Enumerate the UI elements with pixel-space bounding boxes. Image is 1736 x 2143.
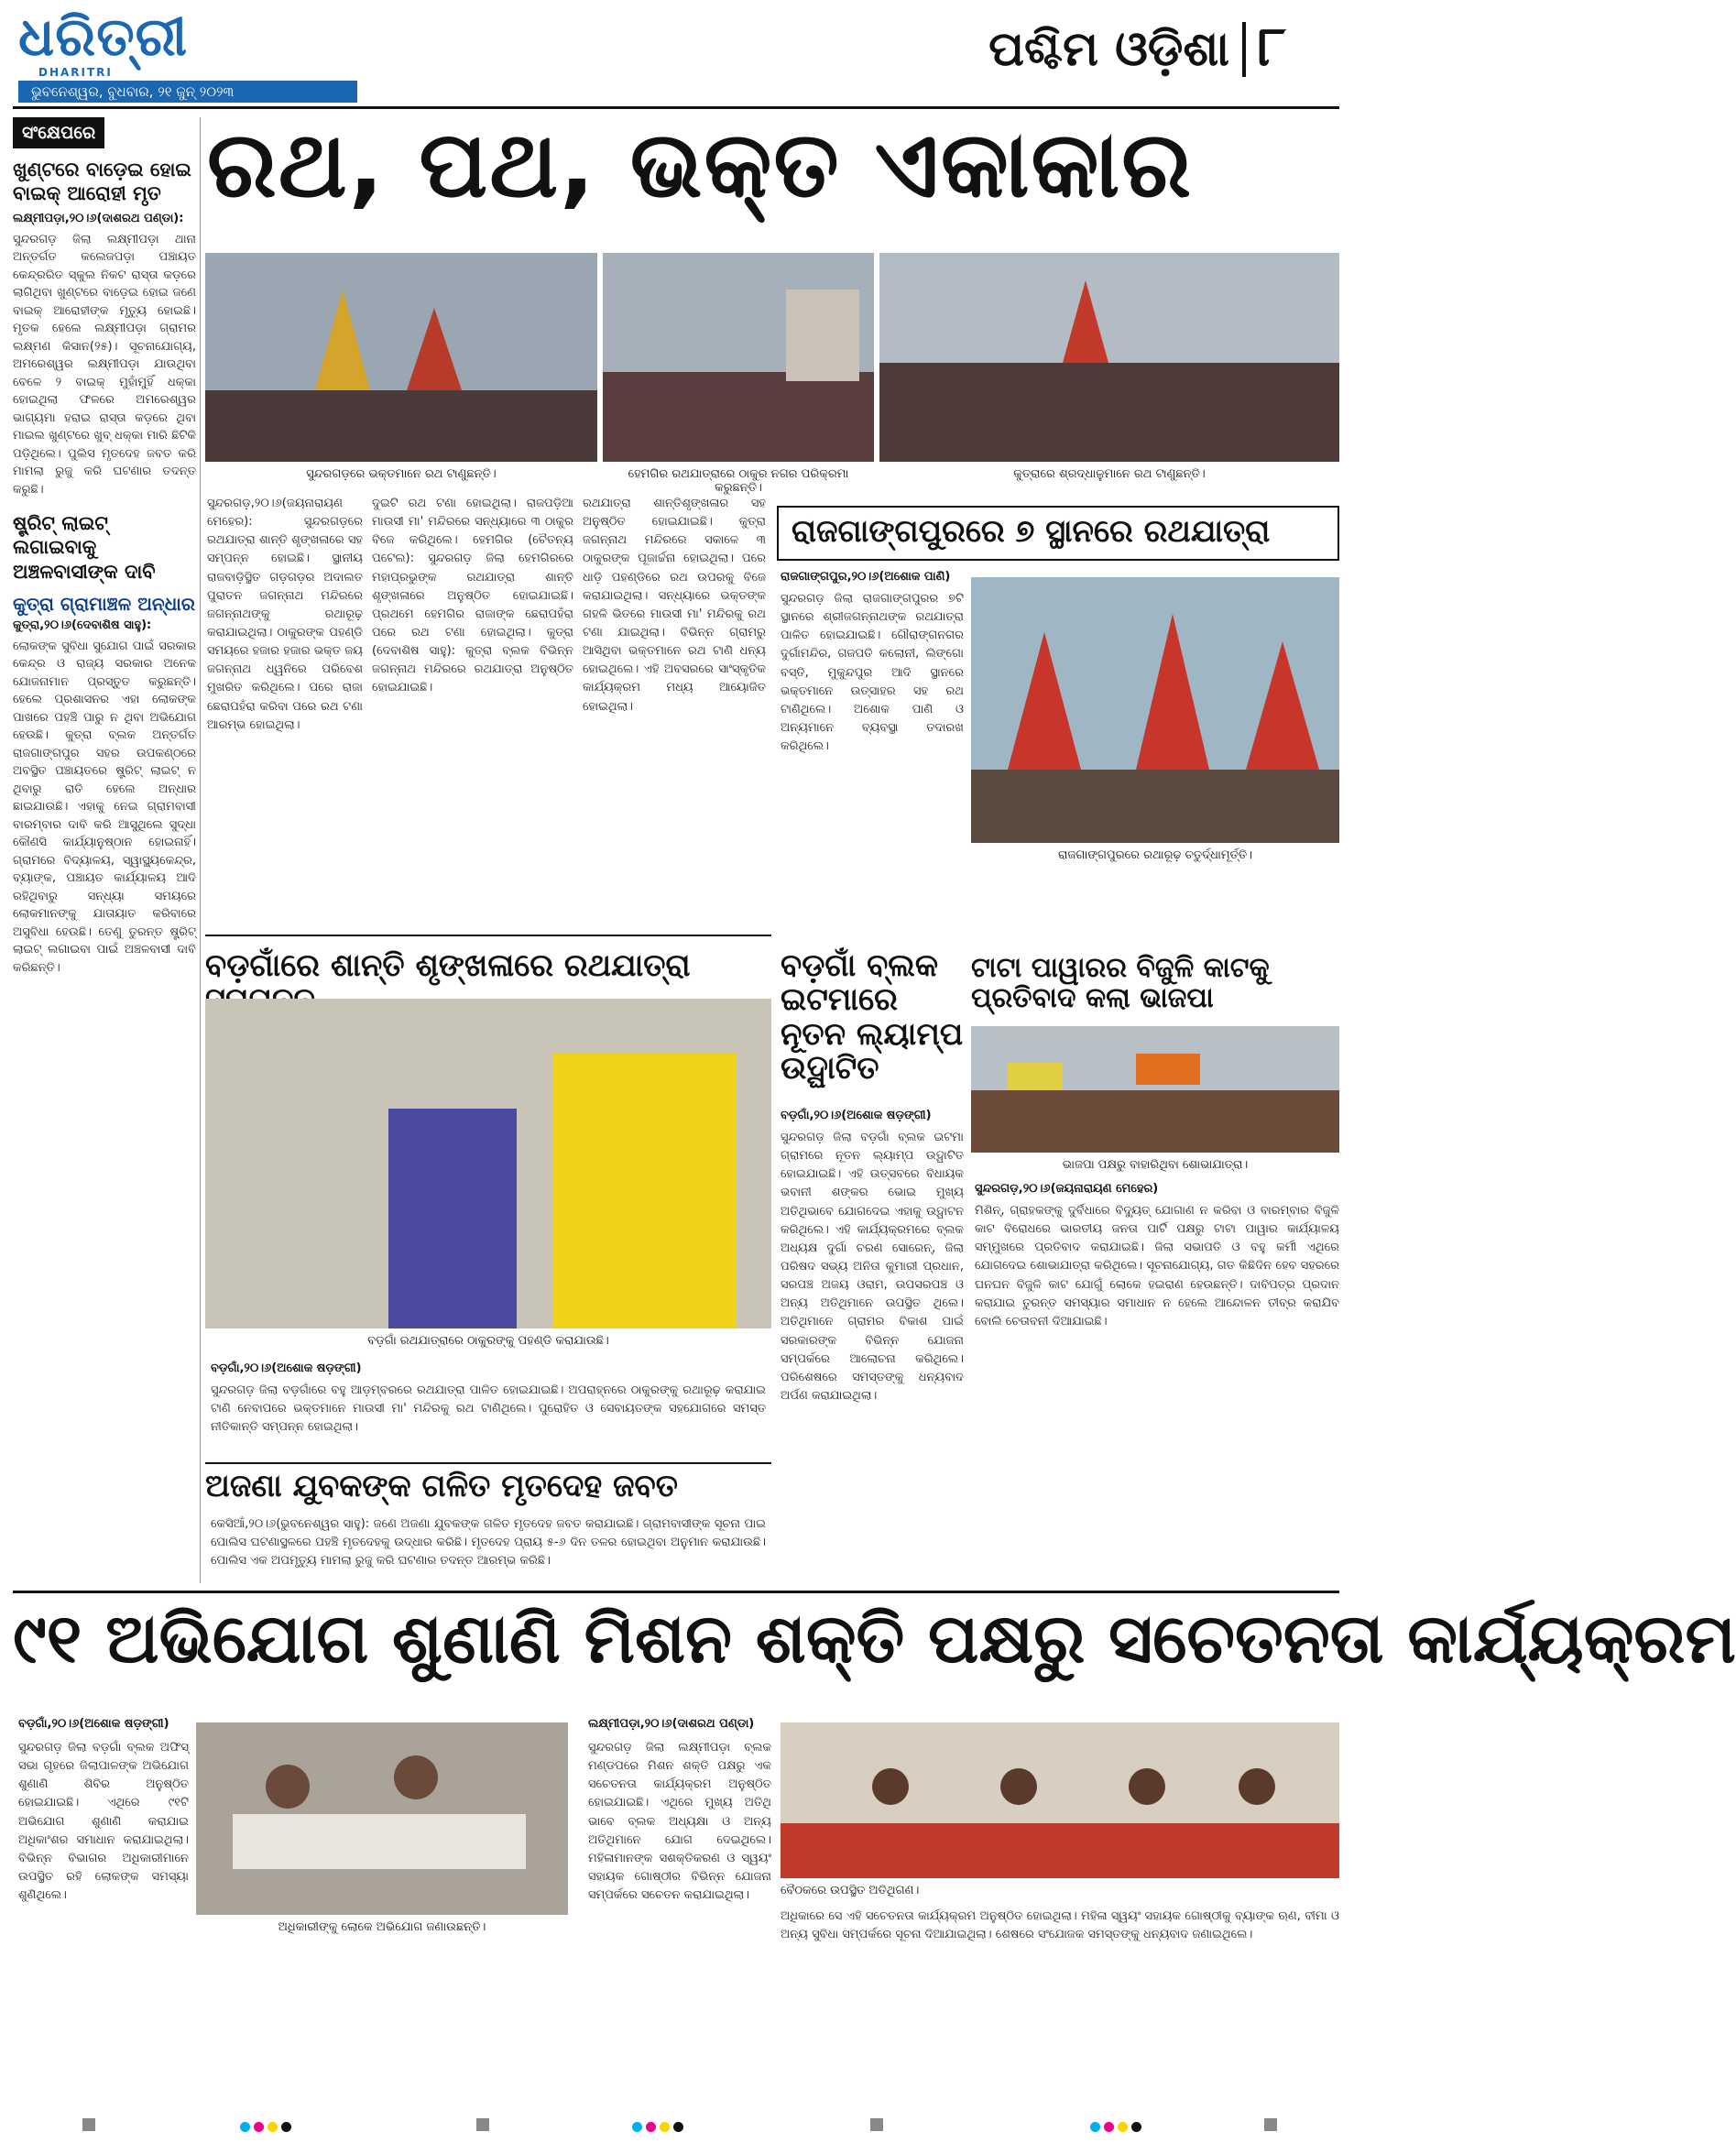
mission-body: ସୁନ୍ଦରଗଡ଼ ଜିଲା ଲକ୍ଷ୍ମୀପଡ଼ା ବ୍ଲକ ମଣ୍ଡପରେ ମିଶନ ଶକ୍ତି ପକ୍ଷରୁ ଏକ ସଚେତନତା କାର୍ଯ୍ୟକ୍ରମ ଅନୁଷ୍ଠିତ ହୋଇଯାଇଛି। ଏଥିରେ ମୁଖ୍ୟ ଅତିଥି ଭାବେ ବ୍ଲକ ଅଧ୍ୟକ୍ଷା ଓ ଅନ୍ୟ ଅତିଥିମାନେ ଯୋଗ ଦେଇଥିଲେ। ମହିଳାମାନଙ୍କ ସଶକ୍ତିକରଣ ଓ ସ୍ୱୟଂ ସହାୟକ ଗୋଷ୍ଠୀର ବିଭିନ୍ନ ଯୋଜନା ସମ୍ପର୍କରେ ସଚେତନ କରାଯାଇଥିଲା। <box>588 1741 771 1903</box>
page-number: ୮ <box>1257 15 1286 79</box>
hearing-headline: ୯୧ ଅଭିଯୋଗ ଶୁଣାଣି ମିଶନ ଶକ୍ତି ପକ୍ଷରୁ ସଚେତନତା କାର୍ଯ୍ୟକ୍ରମ <box>13 1600 1736 1678</box>
deity-photo <box>205 999 771 1328</box>
brief-headline: ଷ୍ଟ୍ରିଟ୍ ଲାଇଟ୍ ଲଗାଇବାକୁ ଅଞ୍ଚଳବାସୀଙ୍କ ଦାବି <box>13 512 156 583</box>
rath-photo <box>603 253 874 462</box>
rule <box>13 1591 1339 1593</box>
logo-subtitle: DHARITRI <box>38 66 113 79</box>
photo-caption: ହେମଗିର ରଥଯାତ୍ରାରେ ଠାକୁର ନଗର ପରିକ୍ରମା କରୁଛନ୍ତି। <box>628 467 849 495</box>
briefs-column <box>13 117 196 977</box>
photo-caption: ବୈଠକରେ ଉପସ୍ଥିତ ଅତିଥିଗଣ। <box>781 1884 920 1897</box>
mission-body-continued: ଅଧିକାରେ ସେ ଏହି ସଚେତନତା କାର୍ଯ୍ୟକ୍ରମ ଅନୁଷ୍ଠିତ ହୋଇଥିଲା। ମହିଳା ସ୍ୱୟଂ ସହାୟକ ଗୋଷ୍ଠୀକୁ ବ୍ୟାଙ୍କ ଋଣ, ବୀମା ଓ ଅନ୍ୟ ସୁବିଧା ସମ୍ପର୍କରେ ସୂଚନା ଦିଆଯାଇଥିଲା। ଶେଷରେ ସଂଯୋଜକ ସମସ୍ତଙ୍କୁ ଧନ୍ୟବାଦ ଜଣାଇଥିଲେ। <box>781 1909 1339 1942</box>
photo-caption: ରାଜଗାଙ୍ଗପୁରରେ ରଥାରୂଢ଼ ଚତୁର୍ଦ୍ଧାମୂର୍ତ୍ତି। <box>1058 848 1252 862</box>
column-rule <box>200 117 201 1583</box>
color-dots <box>632 2118 687 2136</box>
photo-caption: ସୁନ୍ଦରଗଡ଼ରେ ଭକ୍ତମାନେ ରଥ ଟାଣୁଛନ୍ତି। <box>306 467 497 481</box>
lead-body: ସୁନ୍ଦରଗଡ଼,୨୦।୬(ଜୟନାରାୟଣ ମେହେର): ସୁନ୍ଦରଗଡ଼ରେ ରଥଯାତ୍ରା ଶାନ୍ତି ଶୃଙ୍ଖଳାରେ ସହ ସମ୍ପନ୍ନ ହୋଇଛି। ସ୍ଥାନୀୟ ରାଜବାଡ଼ିସ୍ଥିତ ଗଡ଼ଗଡ଼ର ଅଦାଲତ ପୁରାତନ ଜଗନ୍ନାଥ ମନ୍ଦିରରେ ଜଗନ୍ନାଥଙ୍କୁ ରଥାରୂଢ଼ କରାଯାଇଥିଲା। ଠାକୁରଙ୍କ ପହଣ୍ଡି ସମୟରେ ହଜାର ହଜାର ଭକ୍ତ ଜୟ ଜଗନ୍ନାଥ ଧ୍ୱନିରେ ପରିବେଶ ମୁଖରିତ କରିଥିଲେ। ପରେ ରାଜା ଛେରାପହଁରା କରିବା ପରେ ରଥ ଟଣା ଆରମ୍ଭ ହୋଇଥିଲା। <box>207 497 363 732</box>
hearing-photo <box>196 1722 568 1915</box>
section-title: ପଶ୍ଚିମ ଓଡ଼ିଶା <box>988 22 1229 77</box>
badgaon-headline: ବଡ଼ଗାଁରେ ଶାନ୍ତି ଶୃଙ୍ଖଳାରେ ରଥଯାତ୍ରା <box>205 947 691 984</box>
briefs-label: ସଂକ୍ଷେପରେ <box>13 117 104 148</box>
newspaper-logo: ଧରିତ୍ରୀ <box>18 5 189 68</box>
meeting-photo <box>781 1722 1339 1878</box>
rule <box>205 1462 771 1464</box>
badgaon-body: ସୁନ୍ଦରଗଡ଼ ଜିଲା ବଡ଼ଗାଁରେ ବହୁ ଆଡ଼ମ୍ବରରେ ରଥଯାତ୍ରା ପାଳିତ ହୋଇଯାଇଛି। ଅପରାହ୍ନରେ ଠାକୁରଙ୍କୁ ରଥାରୂଢ଼ କରାଯାଇ ଟାଣି ନେବାପରେ ଭକ୍ତମାନେ ମାଉସୀ ମା' ମନ୍ଦିରକୁ ରଥ ଟାଣିଥିଲେ। ପୁରୋହିତ ଓ ସେବାୟତଙ୍କ ସହଯୋଗରେ ସମସ୍ତ ନୀତିକାନ୍ତି ସମ୍ପନ୍ନ ହୋଇଥିଲା। <box>211 1383 766 1435</box>
registration-mark <box>476 2118 489 2131</box>
byline: ଲକ୍ଷ୍ମୀପଡ଼ା,୨୦।୬(ଦାଶରଥ ପଣ୍ଡା) <box>588 1717 755 1731</box>
tata-body: ମିଶିନ୍, ଗ୍ରାହକଙ୍କୁ ଦୁର୍ବିଧାରେ ବିଦ୍ୟୁତ୍ ଯୋଗାଣ ନ କରିବା ଓ ବାରମ୍ବାର ବିଜୁଳି କାଟ ବିରୋଧରେ ଭାରତୀୟ ଜନତା ପାର୍ଟି ପକ୍ଷରୁ ଟାଟା ପାୱାର କାର୍ଯ୍ୟାଳୟ ସମ୍ମୁଖରେ ପ୍ରତିବାଦ କରାଯାଇଛି। ଜିଲା ସଭାପତି ଓ ବହୁ କର୍ମୀ ଏଥିରେ ଯୋଗଦେଇ ଶୋଭାଯାତ୍ରା କରିଥିଲେ। ସୂଚନାଯୋଗ୍ୟ, ଗତ କିଛିଦିନ ହେବ ସହରରେ ଘନଘନ ବିଜୁଳି କାଟ ଯୋଗୁଁ ଲୋକେ ହଇରାଣ ହେଉଛନ୍ତି। ଦାବିପତ୍ର ପ୍ରଦାନ କରାଯାଇ ତୁରନ୍ତ ସମସ୍ୟାର ସମାଧାନ ନ ହେଲେ ଆନ୍ଦୋଳନ ତୀବ୍ର କରାଯିବ ବୋଲି ଚେତାବନୀ ଦିଆଯାଇଛି। <box>975 1204 1339 1328</box>
body-found-text: କେସିଆଁ,୨୦।୬(ଭୁବନେଶ୍ୱର ସାହୁ): ଜଣେ ଅଜଣା ଯୁବକଙ୍କ ଗଳିତ ମୃତଦେହ ଜବତ କରାଯାଇଛି। ଗ୍ରାମବାସୀଙ୍କ ସୂଚନା ପାଇ ପୋଲିସ ଘଟଣାସ୍ଥଳରେ ପହଞ୍ଚି ମୃତଦେହକୁ ଉଦ୍ଧାର କରିଛି। ମୃତଦେହ ପ୍ରାୟ ୫-୬ ଦିନ ତଳର ହୋଇଥିବା ଅନୁମାନ କରାଯାଉଛି। ପୋଲିସ ଏକ ଅପମୃତ୍ୟୁ ମାମଲା ରୁଜୁ କରି ଘଟଣାର ତଦନ୍ତ ଆରମ୍ଭ କରିଛି। <box>211 1517 766 1569</box>
protest-photo <box>971 1026 1339 1153</box>
rule <box>205 935 771 936</box>
photo-caption: ବଡ଼ଗାଁ ରଥଯାତ୍ରାରେ ଠାକୁରଙ୍କୁ ପହଣ୍ଡି କରାଯାଉଛି। <box>367 1334 609 1348</box>
brief-text: ସୁନ୍ଦରଗଡ଼ ଜିଲା ଲକ୍ଷ୍ମୀପଡ଼ା ଥାନା ଅନ୍ତର୍ଗତ କଲେଜପଡ଼ା ପଞ୍ଚାୟତ କେନ୍ଦ୍ରରିତ ସ୍କୁଲ ନିକଟ ରାସ୍ତା କଡ଼ରେ ଲାଗିଥିବା ଖୁଣ୍ଟରେ ବାଡ଼େଇ ହୋଇ ଜଣେ ବାଇକ୍ ଆରୋହୀଙ୍କ ମୃତ୍ୟୁ ହୋଇଛି। ମୃତକ ହେଲେ ଲକ୍ଷ୍ମୀପଡ଼ା ଗ୍ରାମର ଲକ୍ଷ୍ମଣ କିସାନ(୨୫)। ସୂଚନାଯୋଗ୍ୟ, ଅମରେଶ୍ୱର ଲକ୍ଷ୍ମୀପଡ଼ା ଯାଉଥିବା ବେଳେ ୨ ବାଇକ୍ ମୁହାଁମୁହିଁ ଧକ୍କା ହୋଇଥିଲା ଫଳରେ ଅମରେଶ୍ୱର ଭାଗ୍ୟମା ହରାଇ ରାସ୍ତା କଡ଼ରେ ଥିବା ମାଇଲ ଖୁଣ୍ଟରେ ଖୁବ୍ ଧକ୍କା ମାରି ଛିଟିକି ପଡ଼ିଥିଲେ। ପୁଲିସ ମୃତଦେହ ଜବତ କରି ମାମଲା ରୁଜୁ କରି ଘଟଣାର ତଦନ୍ତ କରୁଛି। <box>13 232 196 497</box>
brief-headline: ଖୁଣ୍ଟରେ ବାଡ଼େଇ ହୋଇ ବାଇକ୍ ଆରୋହୀ ମୃତ <box>13 159 191 205</box>
rath-photo <box>205 253 597 462</box>
hearing-body: ସୁନ୍ଦରଗଡ଼ ଜିଲା ବଡ଼ଗାଁ ବ୍ଲକ ଅଫିସ୍ ସଭା ଗୃହରେ ଜିଲାପାଳଙ୍କ ଅଭିଯୋଗ ଶୁଣାଣି ଶିବିର ଅନୁଷ୍ଠିତ ହୋଇଯାଇଛି। ଏଥିରେ ୯୧ଟି ଅଭିଯୋଗ ଶୁଣାଣି କରାଯାଇ ଅଧିକାଂଶର ସମାଧାନ କରାଯାଇଥିଲା। ବିଭିନ୍ନ ବିଭାଗର ଅଧିକାରୀମାନେ ଉପସ୍ଥିତ ରହି ଲୋକଙ୍କ ସମସ୍ୟା ଶୁଣିଥିଲେ। <box>18 1741 189 1903</box>
tata-headline: ଟାଟା ପାୱାରର ବିଜୁଳି କାଟକୁ ପ୍ରତିବାଦ କଲା ଭାଜପା <box>971 952 1270 1014</box>
byline: ସୁନ୍ଦରଗଡ଼,୨୦।୬(ଜୟନାରାୟଣ ମେହେର) <box>975 1182 1159 1196</box>
byline: ବଡ଼ଗାଁ,୨୦।୬(ଅଶୋକ ଷଡ଼ଙ୍ଗୀ) <box>781 1109 932 1122</box>
registration-mark <box>82 2118 95 2131</box>
body-found-headline: ଅଜଣା ଯୁବକଙ୍କ ଗଳିତ ମୃତଦେହ ଜବତ <box>205 1468 678 1504</box>
masthead <box>18 5 1337 100</box>
top-rule <box>13 106 1339 109</box>
rath-photo <box>879 253 1339 462</box>
lead-body: ଦୁଇଟି ରଥ ଟଣା ହୋଇଥିଲା। ରାଜପଡ଼ିଆ ମାଉସୀ ମା' ମନ୍ଦିରରେ ସନ୍ଧ୍ୟାରେ ୩ ଠାକୁର ବିଜେ କରିଥିଲେ। ହେମଗିର (ଚୈତନ୍ୟ ପଟେଲ): ସୁନ୍ଦରଗଡ଼ ଜିଲା ହେମଗିରରେ ମହାପ୍ରଭୁଙ୍କ ରଥଯାତ୍ରା ଶାନ୍ତି ଶୃଙ୍ଖଳାରେ ଅନୁଷ୍ଠିତ ହୋଇଯାଇଛି। ପ୍ରଥମେ ହେମଗିର ରାଜାଙ୍କ ଛେରାପହଁରା ପରେ ରଥ ଟଣା ହୋଇଥିଲା। କୁତ୍ରା (ଦେବାଶିଷ ସାହୁ): କୁତ୍ରା ବ୍ଲକ ବିଭିନ୍ନ ଜଗନ୍ନାଥ ମନ୍ଦିରରେ ରଥଯାତ୍ରା ଅନୁଷ୍ଠିତ ହୋଇଯାଇଛି। <box>372 497 573 695</box>
brief-subhead: କୁତ୍ରା ଗ୍ରାମାଞ୍ଚଳ ଅନ୍ଧାର <box>13 592 195 615</box>
photo-caption: ଅଧିକାରୀଙ୍କୁ ଲୋକେ ଅଭିଯୋଗ ଜଣାଉଛନ୍ତି। <box>278 1920 486 1934</box>
rath-photo <box>971 577 1339 843</box>
dateline: ଭୁବନେଶ୍ୱର, ବୁଧବାର, ୨୧ ଜୁନ୍ ୨୦୨୩ <box>18 81 357 103</box>
lead-body: ରଥଯାତ୍ରା ଶାନ୍ତିଶୃଙ୍ଖଳାର ସହ ଅନୁଷ୍ଠିତ ହୋଇଯାଇଛି। କୁତ୍ରା ଜଗନ୍ନାଥ ମନ୍ଦିରରେ ସକାଳେ ୩ ଠାକୁରଙ୍କ ପୂଜାର୍ଚ୍ଚନା ହୋଇଥିଲା। ପରେ ଧାଡ଼ି ପହଣ୍ଡିରେ ରଥ ଉପରକୁ ବିଜେ କରାଯାଇଥିଲା। ସନ୍ଧ୍ୟାରେ ଭକ୍ତଙ୍କ ଗହଳି ଭିତରେ ମାଉସୀ ମା' ମନ୍ଦିରକୁ ରଥ ଟଣା ଯାଇଥିଲା। ବିଭିନ୍ନ ଗ୍ରାମରୁ ଆସିଥିବା ଭକ୍ତମାନେ ରଥ ଟାଣି ଧନ୍ୟ ହୋଇଥିଲେ। ଏହି ଅବସରରେ ସାଂସ୍କୃତିକ କାର୍ଯ୍ୟକ୍ରମ ମଧ୍ୟ ଆୟୋଜିତ ହୋଇଥିଲା। <box>583 497 766 714</box>
brief-dateline: ଲକ୍ଷ୍ମୀପଡ଼ା,୨୦।୬(ଦାଶରଥ ପଣ୍ଡା): <box>13 211 184 225</box>
brief-dateline: କୁତ୍ରା,୨୦।୬(ଦେବାଶିଷ ସାହୁ): <box>13 618 152 632</box>
byline: ବଡ଼ଗାଁ,୨୦।୬(ଅଶୋକ ଷଡ଼ଙ୍ଗୀ) <box>211 1361 362 1375</box>
byline: ବଡ଼ଗାଁ,୨୦।୬(ଅଶୋକ ଷଡ଼ଙ୍ଗୀ) <box>18 1717 169 1731</box>
brief-text: ଲୋକଙ୍କ ସୁବିଧା ସୁଯୋଗ ପାଇଁ ସରକାର କେନ୍ଦ୍ର ଓ ରାଜ୍ୟ ସରକାର ଅନେକ ଯୋଜନାମାନ ପ୍ରସ୍ତୁତ କରୁଛନ୍ତି। ହେଲେ ପ୍ରଶାସନର ଏହା ଲୋକଙ୍କ ପାଖରେ ପହଞ୍ଚି ପାରୁ ନ ଥିବା ଅଭିଯୋଗ ହେଉଛି। କୁତ୍ରା ବ୍ଲକ ଅନ୍ତର୍ଗତ ରାଜଗାଙ୍ଗପୁର ସହର ଉପକଣ୍ଠରେ ଅବସ୍ଥିତ ପଞ୍ଚାୟତରେ ଷ୍ଟ୍ରିଟ୍ ଲାଇଟ୍ ନ ଥିବାରୁ ରାତି ହେଲେ ଅନ୍ଧାର ଛାଇଯାଉଛି। ଏହାକୁ ନେଇ ଗ୍ରାମବାସୀ ବାରମ୍ବାର ଦାବି କରି ଆସୁଥିଲେ ସୁଦ୍ଧା କୌଣସି କାର୍ଯ୍ୟାନୁଷ୍ଠାନ ହୋଇନାହିଁ। ଗ୍ରାମରେ ବିଦ୍ୟାଳୟ, ସ୍ୱାସ୍ଥ୍ୟକେନ୍ଦ୍ର, ବ୍ୟାଙ୍କ, ପଞ୍ଚାୟତ କାର୍ଯ୍ୟାଳୟ ଆଦି ରହିଥିବାରୁ ସନ୍ଧ୍ୟା ସମୟରେ ଲୋକମାନଙ୍କୁ ଯାତାୟାତ କରିବାରେ ଅସୁବିଧା ହେଉଛି। ତେଣୁ ତୁରନ୍ତ ଷ୍ଟ୍ରିଟ୍ ଲାଇଟ୍ ଲଗାଇବା ପାଇଁ ଅଞ୍ଚଳବାସୀ ଦାବି କରିଛନ୍ତି। <box>13 639 196 975</box>
photo-caption: ଭାଜପା ପକ୍ଷରୁ ବାହାରିଥିବା ଶୋଭାଯାତ୍ରା। <box>1062 1158 1249 1172</box>
badgaon-block-headline: ବଡ଼ଗାଁ ବ୍ଲକ ଇଟମାରେ ନୂତନ ଲ୍ୟାମ୍ପ ଉଦ୍ଘାଟିତ <box>781 947 964 1088</box>
registration-mark <box>870 2118 883 2131</box>
rajgangpur-body: ସୁନ୍ଦରଗଡ଼ ଜିଲା ରାଜଗାଙ୍ଗପୁରର ୭ଟି ସ୍ଥାନରେ ଶ୍ରୀଜଗନ୍ନାଥଙ୍କ ରଥଯାତ୍ରା ପାଳିତ ହୋଇଯାଇଛି। ଗୌରାଙ୍ଗନଗର ଦୁର୍ଗାମନ୍ଦିର, ଗଜପତି କଲୋନୀ, ଲିଙ୍ଗୋ ବସ୍ତି, ମୁକୁନ୍ଦପୁର ଆଦି ସ୍ଥାନରେ ଭକ୍ତମାନେ ଉତ୍ସାହର ସହ ରଥ ଟାଣିଥିଲେ। ଅଶୋକ ପାଣି ଓ ଅନ୍ୟମାନେ ବ୍ୟବସ୍ଥା ତଦାରଖ କରିଥିଲେ। <box>781 592 964 754</box>
photo-caption: କୁତ୍ରାରେ ଶ୍ରଦ୍ଧାଳୁମାନେ ରଥ ଟାଣୁଛନ୍ତି। <box>1013 467 1206 481</box>
color-dots <box>240 2118 295 2136</box>
color-dots <box>1090 2118 1145 2136</box>
registration-mark <box>1264 2118 1277 2131</box>
rajgangpur-headline: ରାଜଗାଙ୍ଗପୁରରେ ୭ ସ୍ଥାନରେ ରଥଯାତ୍ରା <box>777 506 1339 561</box>
lead-headline: ରଥ, ପଥ, ଭକ୍ତ ଏକାକାର <box>207 111 1194 218</box>
badgaon-block-body: ସୁନ୍ଦରଗଡ଼ ଜିଲା ବଡ଼ଗାଁ ବ୍ଲକ ଇଟମା ଗ୍ରାମରେ ନୂତନ ଲ୍ୟାମ୍ପ ଉଦ୍ଘାଟିତ ହୋଇଯାଇଛି। ଏହି ଉତ୍ସବରେ ବିଧାୟକ ଭବାନୀ ଶଙ୍କର ଭୋଇ ମୁଖ୍ୟ ଅତିଥିଭାବେ ଯୋଗଦେଇ ଏହାକୁ ଉଦ୍ଘାଟନ କରିଥିଲେ। ଏହି କାର୍ଯ୍ୟକ୍ରମରେ ବ୍ଲକ ଅଧ୍ୟକ୍ଷ ଦୁର୍ଗା ଚରଣ ସୋରେନ୍, ଜିଲା ପରିଷଦ ସଭ୍ୟ ଅନିତା କୁମାରୀ ପ୍ରଧାନ, ସରପଞ୍ଚ ଅଜୟ ଓରାମ, ଉପସରପଞ୍ଚ ଓ ଅନ୍ୟ ଅତିଥିମାନେ ଉପସ୍ଥିତ ଥିଲେ। ଅତିଥିମାନେ ଗ୍ରାମର ବିକାଶ ପାଇଁ ସରକାରଙ୍କ ବିଭିନ୍ନ ଯୋଜନା ସମ୍ପର୍କରେ ଆଲୋଚନା କରିଥିଲେ। ପରିଶେଷରେ ସମସ୍ତଙ୍କୁ ଧନ୍ୟବାଦ ଅର୍ପଣ କରାଯାଇଥିଲା। <box>781 1131 964 1403</box>
byline: ରାଜଗାଙ୍ଗପୁର,୨୦।୬(ଅଶୋକ ପାଣି) <box>781 570 951 584</box>
divider <box>1242 22 1246 77</box>
